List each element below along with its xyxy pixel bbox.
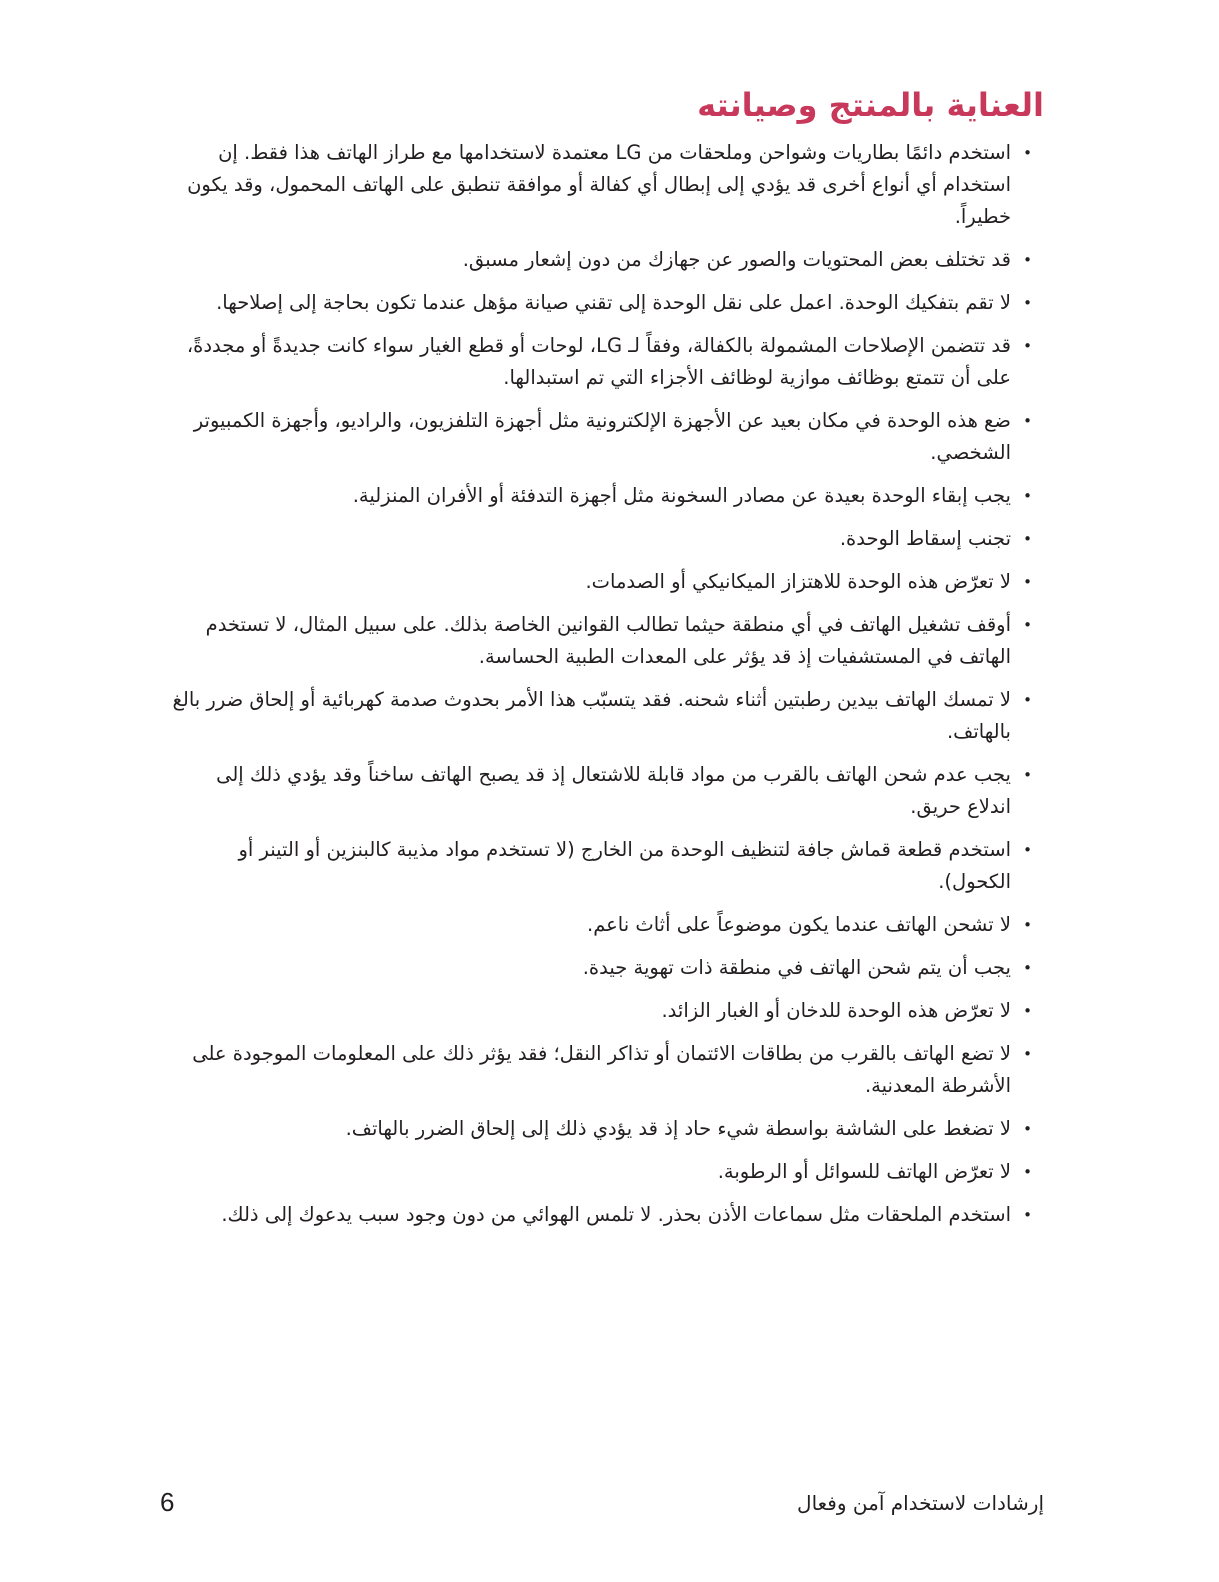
list-item [169,137,1032,233]
list-item [169,684,1032,748]
bullet-icon: • [1023,530,1032,548]
bullet-icon: • [1023,916,1032,934]
list-item-text: لا تضع الهاتف بالقرب من بطاقات الائتمان أو تذاكر النقل؛ فقد يؤثر ذلك على المعلومات الموجودة على الأشرطة المعدنية. [192,1042,1011,1097]
list-item-text: لا تعرّض الهاتف للسوائل أو الرطوبة. [717,1160,1011,1183]
list-item [169,759,1032,823]
list-item [169,566,1032,598]
list-item-text: استخدم دائمًا بطاريات وشواحن وملحقات من LG معتمدة لاستخدامها مع طراز الهاتف هذا فقط. إن استخدام أي أنواع أخرى قد يؤدي إلى إبطال أي كفالة أو موافقة تنطبق على الهاتف المحمول، وقد يكون خطيراً. [187,141,1011,228]
bullet-icon: • [1023,616,1032,634]
bullet-icon: • [1023,251,1032,269]
bullet-icon: • [1023,1002,1032,1020]
list-item [169,1113,1032,1145]
bullet-icon: • [1023,487,1032,505]
list-item-text: لا تقم بتفكيك الوحدة. اعمل على نقل الوحدة إلى تقني صيانة مؤهل عندما تكون بحاجة إلى إصلاحها. [216,291,1011,314]
list-item [169,405,1032,469]
list-item [169,609,1032,673]
list-item [169,1199,1032,1231]
list-item-text: لا تعرّض هذه الوحدة للدخان أو الغبار الزائد. [661,999,1011,1022]
list-item-text: استخدم الملحقات مثل سماعات الأذن بحذر. لا تلمس الهوائي من دون وجود سبب يدعوك إلى ذلك. [221,1203,1011,1226]
list-item [169,523,1032,555]
list-item [169,1038,1032,1102]
bullet-icon: • [1023,337,1032,355]
list-item-text: يجب إبقاء الوحدة بعيدة عن مصادر السخونة مثل أجهزة التدفئة أو الأفران المنزلية. [352,484,1011,507]
list-item-text: لا تضغط على الشاشة بواسطة شيء حاد إذ قد يؤدي ذلك إلى إلحاق الضرر بالهاتف. [345,1117,1011,1140]
list-item [169,244,1032,276]
list-item [169,834,1032,898]
list-item-text: ضع هذه الوحدة في مكان بعيد عن الأجهزة الإلكترونية مثل أجهزة التلفزيون، والراديو، وأجهزة الكمبيوتر الشخصي. [193,409,1011,464]
list-item-text: لا تعرّض هذه الوحدة للاهتزاز الميكانيكي أو الصدمات. [585,570,1011,593]
bullet-icon: • [1023,412,1032,430]
bullet-icon: • [1023,691,1032,709]
bullet-icon: • [1023,1045,1032,1063]
bullet-icon: • [1023,766,1032,784]
list-item [169,287,1032,319]
list-item-text: يجب أن يتم شحن الهاتف في منطقة ذات تهوية جيدة. [582,956,1011,979]
list-item [169,909,1032,941]
care-instructions-list [169,137,1032,1242]
bullet-icon: • [1023,1163,1032,1181]
list-item [169,952,1032,984]
bullet-icon: • [1023,144,1032,162]
list-item [169,1156,1032,1188]
section-title: العناية بالمنتج وصيانته [697,86,1044,124]
bullet-icon: • [1023,294,1032,312]
list-item [169,330,1032,394]
list-item-text: استخدم قطعة قماش جافة لتنظيف الوحدة من الخارج (لا تستخدم مواد مذيبة كالبنزين أو التينر أو الكحول). [238,838,1011,893]
list-item-text: لا تشحن الهاتف عندما يكون موضوعاً على أثاث ناعم. [587,913,1011,936]
list-item [169,480,1032,512]
page-number: 6 [160,1487,175,1517]
bullet-icon: • [1023,1206,1032,1224]
bullet-icon: • [1023,573,1032,591]
footer-chapter-title: إرشادات لاستخدام آمن وفعال [797,1491,1044,1515]
bullet-icon: • [1023,841,1032,859]
list-item-text: قد تختلف بعض المحتويات والصور عن جهازك من دون إشعار مسبق. [462,248,1011,271]
bullet-icon: • [1023,959,1032,977]
list-item-text: يجب عدم شحن الهاتف بالقرب من مواد قابلة للاشتعال إذ قد يصبح الهاتف ساخناً وقد يؤدي ذلك إلى اندلاع حريق. [216,763,1011,818]
list-item-text: أوقف تشغيل الهاتف في أي منطقة حيثما تطالب القوانين الخاصة بذلك. على سبيل المثال، لا تستخدم الهاتف في المستشفيات إذ قد يؤثر على المعدات الطبية الحساسة. [205,613,1011,668]
list-item-text: لا تمسك الهاتف بيدين رطبتين أثناء شحنه. فقد يتسبّب هذا الأمر بحدوث صدمة كهربائية أو إلحاق ضرر بالغ بالهاتف. [172,688,1011,743]
list-item [169,995,1032,1027]
bullet-icon: • [1023,1120,1032,1138]
list-item-text: تجنب إسقاط الوحدة. [839,527,1011,550]
list-item-text: قد تتضمن الإصلاحات المشمولة بالكفالة، وفقاً لـ LG، لوحات أو قطع الغيار سواء كانت جديدةً أو مجددةً، على أن تتمتع بوظائف موازية لوظائف الأجزاء التي تم استبدالها. [186,334,1011,389]
